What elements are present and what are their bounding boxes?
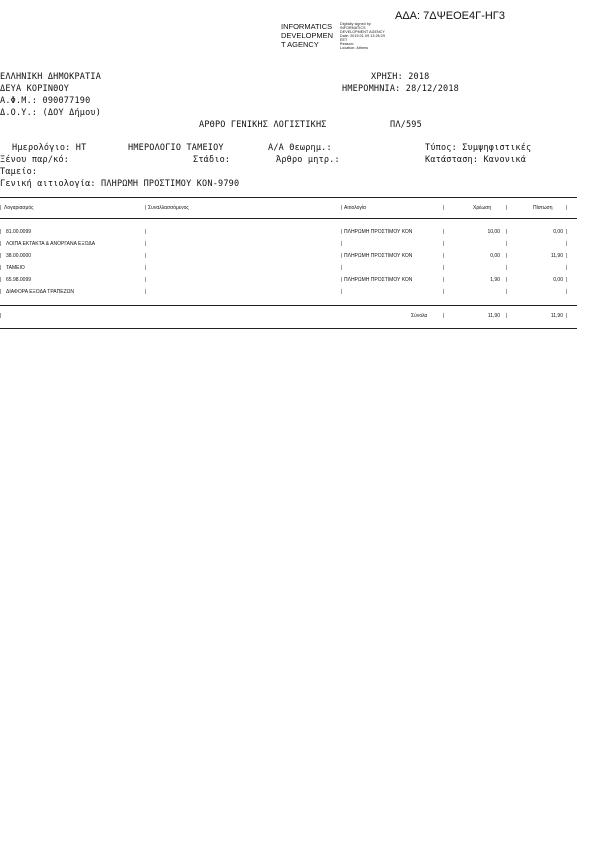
table-totals-rule	[0, 305, 577, 306]
header-reason: Αιτιολογία	[344, 205, 366, 211]
header-credit: Πίστωση	[533, 205, 553, 211]
cell-account: ΔΙΑΦΟΡΑ ΕΞΟΔΑ ΤΡΑΠΕΖΩΝ	[6, 289, 74, 295]
cell-reason: ΠΛΗΡΩΜΗ ΠΡΟΣΤΙΜΟΥ ΚΟΝ	[344, 229, 413, 235]
document-date: ΗΜΕΡΟΜΗΝΙΑ: 28/12/2018	[342, 84, 459, 94]
seal-detail: DEVELOPMENT AGENCY	[340, 30, 385, 34]
table-top-rule	[0, 197, 577, 198]
tax-office: Δ.Ο.Υ.: (ΔΟΥ Δήμου)	[0, 108, 102, 118]
header-debit: Χρέωση	[473, 205, 492, 211]
journal-name: ΗΜΕΡΟΛΟΓΙΟ ΤΑΜΕΙΟΥ	[128, 143, 224, 153]
table-row: | 38.00.0000 | | ΠΛΗΡΩΜΗ ΠΡΟΣΤΙΜΟΥ ΚΟΝ | 0,00 | 11,90 |	[0, 253, 568, 259]
seal-line: INFORMATICS	[281, 22, 333, 31]
fiscal-year: ΧΡΗΣΗ: 2018	[371, 72, 430, 82]
totals-label: Σύνολα	[411, 313, 428, 319]
total-credit: 11,90	[550, 313, 563, 319]
cell-account: 81.00.0099	[6, 229, 32, 235]
cashier: Ταμείο:	[0, 167, 38, 177]
table-row: | 81.00.0099 | | ΠΛΗΡΩΜΗ ΠΡΟΣΤΙΜΟΥ ΚΟΝ | 10,00 | 0,00 |	[0, 229, 568, 235]
table-row: | ΔΙΑΦΟΡΑ ΕΞΟΔΑ ΤΡΑΠΕΖΩΝ | | | | |	[0, 289, 568, 295]
seal-detail: Digitally signed by	[340, 22, 371, 26]
signature-seal	[281, 22, 333, 49]
cell-credit: 11,90	[550, 253, 563, 259]
cell-credit: 0,00	[553, 277, 563, 283]
org-name: ΕΛΛΗΝΙΚΗ ΔΗΜΟΚΡΑΤΙΑ	[0, 72, 102, 82]
parent-entry: Άρθρο μητρ.:	[276, 155, 340, 165]
seal-line: DEVELOPMEN	[281, 31, 334, 40]
cell-account: 38.00.0000	[6, 253, 32, 259]
seal-detail: Reason:	[340, 42, 355, 46]
general-reason: Γενική αιτιολογία: ΠΛΗΡΩΜΗ ΠΡΟΣΤΙΜΟΥ ΚΟΝ-9790	[0, 179, 240, 189]
header-account: Λογαριασμός	[4, 205, 34, 211]
cell-debit: 10,00	[487, 229, 500, 235]
cell-reason: ΠΛΗΡΩΜΗ ΠΡΟΣΤΙΜΟΥ ΚΟΝ	[344, 253, 413, 259]
signature-details	[340, 22, 385, 50]
approval-number: Α/Α Θεωρημ.:	[268, 143, 332, 153]
stage: Στάδιο:	[193, 155, 231, 165]
entry-type: Τύπος: Συμψηφιστικές	[425, 143, 532, 153]
seal-detail: EET	[340, 38, 348, 42]
table-row: | ΤΑΜΕΙΟ | | | | |	[0, 265, 568, 271]
cell-account: ΤΑΜΕΙΟ	[6, 265, 25, 271]
seal-detail: Date: 2019.01.09 13:26:29	[340, 34, 386, 38]
document-number: ΠΛ/595	[390, 120, 422, 130]
table-bottom-rule	[0, 328, 577, 329]
cell-account: 65.98.0099	[6, 277, 32, 283]
seal-detail: INFORMATICS	[340, 26, 366, 30]
document-title: ΑΡΘΡΟ ΓΕΝΙΚΗΣ ΛΟΓΙΣΤΙΚΗΣ	[199, 120, 327, 130]
seal-line: T AGENCY	[281, 40, 319, 49]
table-row: | ΛΟΙΠΑ ΕΚΤΑΚΤΑ & ΑΝΟΡΓΑΝΑ ΕΞΟΔΑ | | | | |	[0, 241, 568, 247]
entry-status: Κατάσταση: Κανονικά	[425, 155, 527, 165]
org-subname: ΔΕΥΑ ΚΟΡΙΝΘΟΥ	[0, 84, 70, 94]
table-header-rule	[0, 218, 577, 219]
totals-row: | Σύνολα | 11,90 | 11,90 |	[0, 313, 568, 319]
header-party: Συναλλασσόμενος	[148, 205, 189, 211]
cell-credit: 0,00	[553, 229, 563, 235]
ada-code: ΑΔΑ: 7ΔΨΕΟΕ4Γ-ΗΓ3	[395, 10, 505, 22]
table-row: | 65.98.0099 | | ΠΛΗΡΩΜΗ ΠΡΟΣΤΙΜΟΥ ΚΟΝ | 1,90 | 0,00 |	[0, 277, 568, 283]
cell-debit: 1,90	[490, 277, 500, 283]
seal-detail: Location: Athens	[340, 46, 369, 50]
cell-reason: ΠΛΗΡΩΜΗ ΠΡΟΣΤΙΜΟΥ ΚΟΝ	[344, 277, 413, 283]
journal-code: Ημερολόγιο: ΗΤ	[12, 143, 87, 153]
vat-number: Α.Φ.Μ.: 090077190	[0, 96, 91, 106]
cell-debit: 0,00	[490, 253, 500, 259]
foreign-doc: Ξένου παρ/κό:	[0, 155, 70, 165]
cell-account: ΛΟΙΠΑ ΕΚΤΑΚΤΑ & ΑΝΟΡΓΑΝΑ ΕΞΟΔΑ	[6, 241, 96, 247]
total-debit: 11,90	[487, 313, 500, 319]
